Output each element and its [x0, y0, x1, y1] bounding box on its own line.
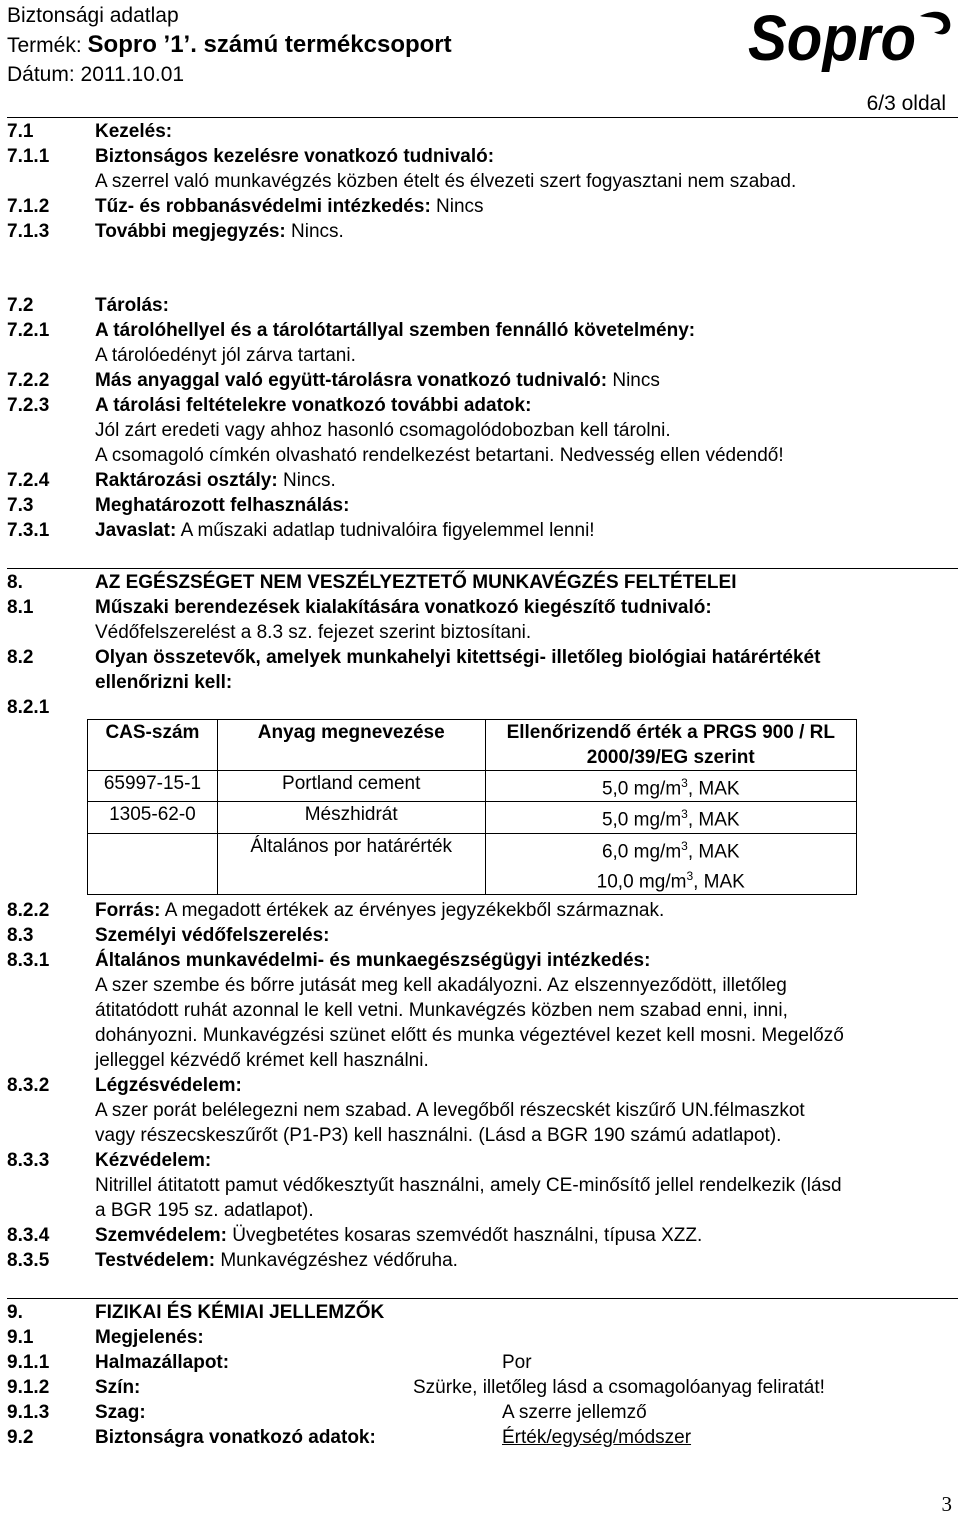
s8-num: 8.1 — [7, 597, 34, 618]
s8-3-1-text1 — [7, 973, 957, 998]
s8-label: Testvédelem: — [95, 1250, 216, 1271]
s7-2-3-text1 — [7, 418, 957, 443]
s9-label: Szín: — [95, 1377, 141, 1398]
s8-num: 8. — [7, 572, 23, 593]
cell-name: Általános por határérték — [217, 833, 485, 895]
limit-type: , MAK — [693, 871, 745, 893]
date-line — [7, 62, 184, 88]
s7-text: A tárolóedényt jól zárva tartani. — [95, 345, 356, 366]
s7-num: 7.3.1 — [7, 520, 50, 541]
cell-limit — [485, 802, 856, 833]
s8-text: A szer szembe és bőrre jutását meg kell akadályozni. Az elszennyeződött, illetőleg — [95, 975, 787, 996]
s7-2 — [7, 293, 957, 318]
s8-divider — [7, 568, 958, 569]
table-row — [88, 771, 857, 802]
s9-num: 9.1 — [7, 1327, 34, 1348]
s8-text: jelleggel kézvédő krémet kell használni. — [95, 1050, 429, 1071]
product-label: Termék: — [7, 34, 82, 57]
s8-3-1 — [7, 948, 957, 973]
s7-label: Más anyaggal való együtt-tárolásra vonatkozó tudnivaló: — [95, 370, 608, 391]
s8-3-3-text2 — [7, 1198, 957, 1223]
s8-3 — [7, 923, 957, 948]
col-cas: CAS-szám — [88, 720, 218, 771]
s8-text: Védőfelszerelést a 8.3 sz. fejezet szerint biztosítani. — [95, 622, 532, 643]
doc-type: Biztonsági adatlap — [7, 4, 179, 27]
s8-label: Forrás: — [95, 900, 161, 921]
s9-label: Halmazállapot: — [95, 1352, 230, 1373]
limit-value: 5,0 mg/m — [601, 809, 682, 831]
s9-num: 9. — [7, 1302, 23, 1323]
limit-type: , MAK — [687, 809, 740, 831]
s7-3-1 — [7, 518, 957, 543]
s8-label: Kézvédelem: — [95, 1150, 212, 1171]
cell-name: Mészhidrát — [217, 802, 485, 833]
s9-num: 9.1.3 — [7, 1402, 50, 1423]
s7-num: 7.2.2 — [7, 370, 50, 391]
s7-num: 7.3 — [7, 495, 34, 516]
s8-value: A megadott értékek az érvényes jegyzékekből származnak. — [164, 900, 665, 921]
s7-1-1 — [7, 144, 957, 169]
sopro-logo — [748, 2, 954, 72]
cell-limit — [485, 833, 856, 895]
limit-value: 10,0 mg/m — [596, 871, 687, 893]
s8-3-1-text4 — [7, 1048, 957, 1073]
s7-2-4 — [7, 468, 957, 493]
s7-num: 7.2.1 — [7, 320, 50, 341]
s7-text: A szerrel való munkavégzés közben ételt és élvezeti szert fogyasztani nem szabad. — [95, 171, 797, 192]
product-name: Sopro ’1’. számú termékcsoport — [87, 31, 452, 58]
s7-num: 7.1 — [7, 121, 34, 142]
s8-label: Légzésvédelem: — [95, 1075, 242, 1096]
s9-1-2 — [7, 1375, 957, 1400]
s9-1-3 — [7, 1400, 957, 1425]
table-header-row — [88, 720, 857, 771]
s8-text: a BGR 195 sz. adatlapot). — [95, 1200, 314, 1221]
s8-3-4 — [7, 1223, 957, 1248]
col-limit: Ellenőrizendő érték a PRGS 900 / RL 2000/39/EG szerint — [485, 720, 856, 771]
s8-1-text — [7, 620, 957, 645]
s8-value: Munkavégzéshez védőruha. — [220, 1250, 458, 1271]
s8-1 — [7, 595, 957, 620]
s8-2-2 — [7, 898, 957, 923]
s9-num: 9.1.2 — [7, 1377, 50, 1398]
s7-value: Nincs — [436, 196, 484, 217]
s8-text: A szer porát belélegezni nem szabad. A levegőből részecskét kiszűrő UN.félmaszkot — [95, 1100, 805, 1121]
product-line — [7, 32, 452, 59]
s8-label: Olyan összetevők, amelyek munkahelyi kitettségi- illetőleg biológiai határértékét — [95, 647, 821, 668]
logo-swoosh-icon — [920, 12, 950, 35]
s8-title-label: AZ EGÉSZSÉGET NEM VESZÉLYEZTETŐ MUNKAVÉGZÉS FELTÉTELEI — [95, 572, 737, 593]
limit-type: , MAK — [687, 840, 740, 862]
limit-value: 6,0 mg/m — [601, 840, 682, 862]
s8-3-5 — [7, 1248, 957, 1273]
s9-value: Érték/egység/módszer — [502, 1427, 692, 1448]
s8-text: Nitrillel átitatott pamut védőkesztyűt használni, amely CE-minősítő jellel rendelkezik (lásd — [95, 1175, 842, 1196]
s8-2-cont — [7, 670, 957, 695]
s8-num: 8.3.3 — [7, 1150, 50, 1171]
s8-3-2-text1 — [7, 1098, 957, 1123]
s7-value: Nincs. — [282, 470, 336, 491]
s8-3-2 — [7, 1073, 957, 1098]
s7-label: Biztonságos kezelésre vonatkozó tudnivaló: — [95, 146, 495, 167]
s8-num: 8.3.1 — [7, 950, 50, 971]
s8-num: 8.2.2 — [7, 900, 50, 921]
s9-label: Biztonságra vonatkozó adatok: — [95, 1427, 376, 1448]
s7-label: Javaslat: — [95, 520, 177, 541]
s9-value: A szerre jellemző — [502, 1402, 647, 1423]
s9-title — [7, 1300, 957, 1325]
s7-num: 7.2.4 — [7, 470, 50, 491]
table-row — [88, 833, 857, 895]
s7-1-2 — [7, 194, 957, 219]
page-number: 3 — [941, 1492, 952, 1516]
s8-3-1-text2 — [7, 998, 957, 1023]
cell-cas: 1305-62-0 — [88, 802, 218, 833]
limit-exp: 3 — [681, 838, 688, 853]
col-substance: Anyag megnevezése — [217, 720, 485, 771]
svg-text:Sopro: Sopro — [748, 2, 916, 72]
s8-title — [7, 570, 957, 595]
s9-num: 9.2 — [7, 1427, 34, 1448]
s7-1-1-text — [7, 169, 957, 194]
s7-2-1 — [7, 318, 957, 343]
s8-num: 8.3.2 — [7, 1075, 50, 1096]
s7-1-3 — [7, 219, 957, 244]
limit-value: 5,0 mg/m — [601, 778, 682, 800]
s8-2 — [7, 645, 957, 670]
s8-label: Személyi védőfelszerelés: — [95, 925, 330, 946]
cell-cas — [88, 833, 218, 895]
s8-num: 8.2.1 — [7, 697, 50, 718]
s9-label: Megjelenés: — [95, 1327, 204, 1348]
s7-label: Tárolás: — [95, 295, 169, 316]
s7-num: 7.1.3 — [7, 221, 50, 242]
s7-2-2 — [7, 368, 957, 393]
s7-text: A csomagoló címkén olvasható rendelkezést betartani. Nedvesség ellen védendő! — [95, 445, 784, 466]
cell-limit — [485, 771, 856, 802]
s8-num: 8.3.5 — [7, 1250, 50, 1271]
s9-1 — [7, 1325, 957, 1350]
s7-label: A tárolóhellyel és a tárolótartállyal szemben fennálló követelmény: — [95, 320, 696, 341]
header-divider — [7, 117, 958, 118]
s7-label: Tűz- és robbanásvédelmi intézkedés: — [95, 196, 431, 217]
s7-kezeles — [7, 119, 957, 144]
s7-value: Nincs — [612, 370, 660, 391]
s9-value: Szürke, illetőleg lásd a csomagolóanyag feliratát! — [413, 1377, 825, 1398]
s9-2 — [7, 1425, 957, 1450]
s9-value: Por — [502, 1352, 532, 1373]
table-row — [88, 802, 857, 833]
s8-label: ellenőrizni kell: — [95, 672, 233, 693]
s7-3 — [7, 493, 957, 518]
date-value: 2011.10.01 — [80, 63, 185, 86]
s7-2-3 — [7, 393, 957, 418]
s8-num: 8.3.4 — [7, 1225, 50, 1246]
s8-3-3 — [7, 1148, 957, 1173]
s8-text: dohányozni. Munkavégzési szünet előtt és munka végeztével kezet kell mosni. Megelőző — [95, 1025, 844, 1046]
date-label: Dátum: — [7, 63, 75, 86]
s9-num: 9.1.1 — [7, 1352, 50, 1373]
limit-type: , MAK — [687, 778, 740, 800]
s7-label: Raktározási osztály: — [95, 470, 278, 491]
s9-1-1 — [7, 1350, 957, 1375]
limit-exp: 3 — [681, 776, 688, 790]
s8-text: vagy részecskeszűrőt (P1-P3) kell használni. (Lásd a BGR 190 számú adatlapot). — [95, 1125, 782, 1146]
s8-2-1 — [7, 695, 957, 720]
cell-name: Portland cement — [217, 771, 485, 802]
s8-num: 8.2 — [7, 647, 34, 668]
s8-label: Műszaki berendezések kialakítására vonatkozó kiegészítő tudnivaló: — [95, 597, 712, 618]
s7-num: 7.1.1 — [7, 146, 50, 167]
s7-label: A tárolási feltételekre vonatkozó további adatok: — [95, 395, 532, 416]
s8-3-3-text1 — [7, 1173, 957, 1198]
s7-num: 7.1.2 — [7, 196, 50, 217]
s7-label: Meghatározott felhasználás: — [95, 495, 350, 516]
s7-text: Jól zárt eredeti vagy ahhoz hasonló csomagolódobozban kell tárolni. — [95, 420, 671, 441]
s8-text: átitatódott ruhát azonnal le kell vetni. Munkavégzés közben nem szabad enni, inni, — [95, 1000, 788, 1021]
s9-title-label: FIZIKAI ÉS KÉMIAI JELLEMZŐK — [95, 1302, 385, 1323]
s7-label: További megjegyzés: — [95, 221, 286, 242]
cell-cas: 65997-15-1 — [88, 771, 218, 802]
s8-3-2-text2 — [7, 1123, 957, 1148]
s7-2-3-text2 — [7, 443, 957, 468]
s9-label: Szag: — [95, 1402, 146, 1423]
limit-exp: 3 — [686, 868, 694, 883]
limit-values-table — [87, 719, 857, 895]
page-indicator: 6/3 oldal — [866, 92, 946, 115]
limit-exp: 3 — [681, 807, 688, 822]
s7-value: A műszaki adatlap tudnivalóira figyelemmel lenni! — [180, 520, 595, 541]
s7-num: 7.2 — [7, 295, 34, 316]
s7-label: Kezelés: — [95, 121, 173, 142]
s7-num: 7.2.3 — [7, 395, 50, 416]
s8-num: 8.3 — [7, 925, 34, 946]
s7-2-1-text — [7, 343, 957, 368]
s9-divider — [7, 1298, 958, 1299]
s7-value: Nincs. — [291, 221, 344, 242]
s8-value: Üvegbetétes kosaras szemvédőt használni, típusa XZZ. — [232, 1225, 703, 1246]
s8-3-1-text3 — [7, 1023, 957, 1048]
s8-label: Általános munkavédelmi- és munkaegészségügyi intézkedés: — [95, 950, 651, 971]
s8-label: Szemvédelem: — [95, 1225, 228, 1246]
